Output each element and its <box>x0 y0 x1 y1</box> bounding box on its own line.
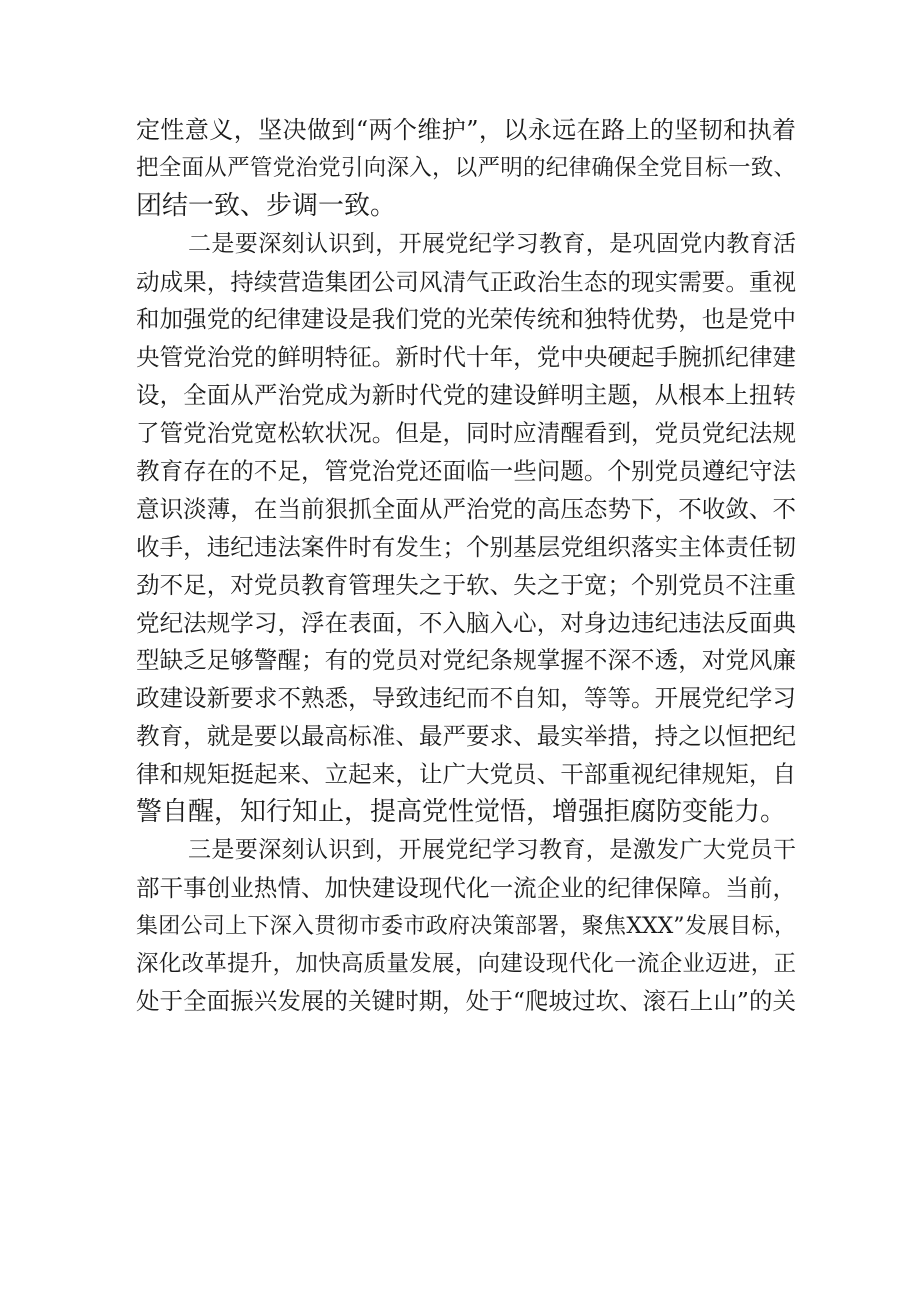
text-line: 教育存在的不足，管党治党还面临一些问题。个别党员遵纪守法 <box>136 457 796 486</box>
text-line: 教育，就是要以最高标准、最严要求、最实举措，持之以恒把纪 <box>136 722 796 751</box>
document-body <box>136 112 796 1021</box>
text-line: 定性意义，坚决做到“两个维护”，以永远在路上的坚韧和执着 <box>136 116 796 144</box>
text-line: 二是要深刻认识到，开展党纪学习教育，是巩固党内教育活 <box>188 230 796 257</box>
text-line: 集团公司上下深入贯彻市委市政府决策部署，聚焦XXX”发展目标， <box>136 913 796 939</box>
text-line: 党纪法规学习，浮在表面，不入脑入心，对身边违纪违法反面典 <box>136 608 796 637</box>
text-line: 和加强党的纪律建设是我们党的光荣传统和独特优势，也是党中 <box>136 305 796 334</box>
text-line: 把全面从严管党治党引向深入，以严明的纪律确保全党目标一致、 <box>136 154 796 181</box>
text-line: 处于全面振兴发展的关键时期，处于“爬坡过坎、滚石上山”的关 <box>136 987 796 1016</box>
text-line: 动成果，持续营造集团公司风清气正政治生态的现实需要。重视 <box>136 267 796 296</box>
text-line: 律和规矩挺起来、立起来，让广大党员、干部重视纪律规矩，自 <box>136 760 796 789</box>
text-line: 型缺乏足够警醒；有的党员对党纪条规掌握不深不透，对党风廉 <box>136 646 796 675</box>
text-line: 收手，违纪违法案件时有发生；个别基层党组织落实主体责任韧 <box>136 532 796 561</box>
text-line: 团结一致、步调一致。 <box>136 190 397 221</box>
text-line: 三是要深刻认识到，开展党纪学习教育，是激发广大党员干 <box>188 836 796 863</box>
text-line: 央管党治党的鲜明特征。新时代十年，党中央硬起手腕抓纪律建 <box>136 343 796 372</box>
text-line: 部干事创业热情、加快建设现代化一流企业的纪律保障。当前， <box>136 873 796 902</box>
text-line: 意识淡薄，在当前狠抓全面从严治党的高压态势下，不收敛、不 <box>136 494 796 523</box>
text-line: 警自醒，知行知止，提高党性觉悟，增强拒腐防变能力。 <box>136 797 787 828</box>
text-line: 政建设新要求不熟悉，导致违纪而不自知，等等。开展党纪学习 <box>136 684 796 713</box>
text-line: 了管党治党宽松软状况。但是，同时应清醒看到，党员党纪法规 <box>136 419 796 448</box>
text-line: 深化改革提升，加快高质量发展，向建设现代化一流企业迈进，正 <box>136 950 796 977</box>
text-line: 设，全面从严治党成为新时代党的建设鲜明主题，从根本上扭转 <box>136 381 796 410</box>
text-line: 劲不足，对党员教育管理失之于软、失之于宽；个别党员不注重 <box>136 570 796 599</box>
